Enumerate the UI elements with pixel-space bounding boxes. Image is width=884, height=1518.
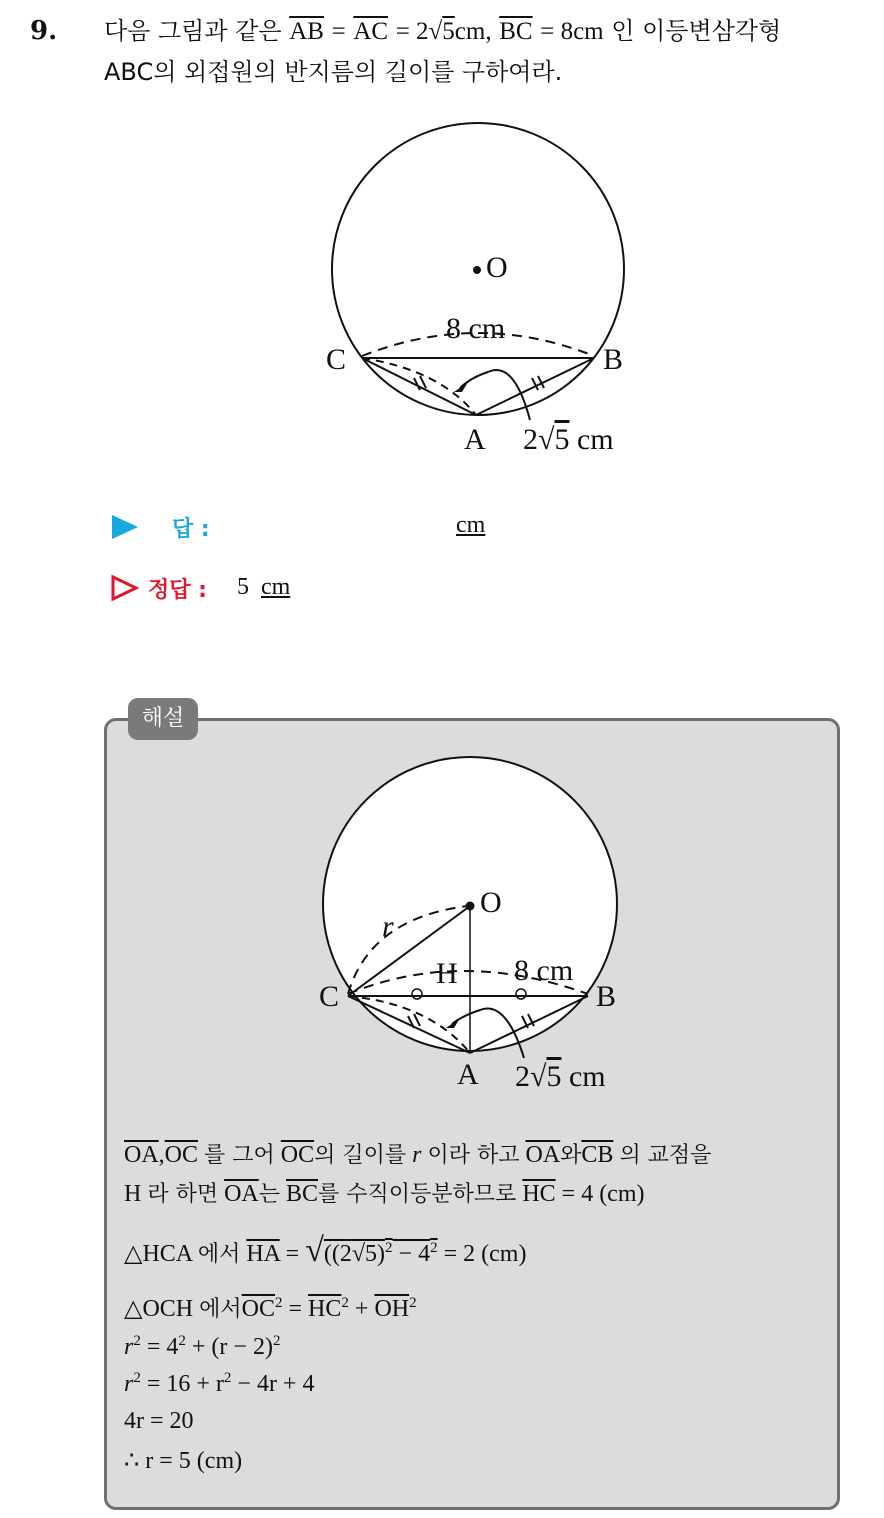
play-filled-icon <box>110 513 140 541</box>
label-b: B <box>603 343 624 376</box>
play-outline-icon <box>110 574 140 602</box>
sol-label-bc-length: 8 cm <box>514 954 574 987</box>
sol-label-b: B <box>596 980 617 1013</box>
solution-line-2: H 라 하면 $\overline{OA}$는 $\overline{BC}$를 수직이등분하므로 $\overline{HC} = 4$ (cm) <box>124 1181 645 1207</box>
solution-line-8: ∴ r = 5 (cm) <box>124 1448 243 1474</box>
label-o: O <box>486 251 508 284</box>
sqrt-arg: 5 <box>442 18 455 45</box>
correct-label: 정답 : <box>148 578 207 603</box>
solution-line-5: $r^2 = 4^2 + (r - 2)^2$ <box>124 1333 281 1360</box>
sol-label-side-length: 2√5 cm <box>515 1060 606 1093</box>
question-line-1: 다음 그림과 같은 $\overline{AB} = \overline{AC} = 2√5cm$, $\overline{BC} = 8cm$ 인 이등변삼각형 <box>104 17 782 45</box>
solution-tag: 해설 <box>128 698 198 740</box>
sol-label-r: r <box>382 910 394 943</box>
solution-line-4: △OCH 에서$\overline{OC}^2 = \overline{HC}^2 + \overline{OH}^2$ <box>124 1295 417 1322</box>
question-text-suffix: 인 이등변삼각형 <box>611 17 782 45</box>
side-ab <box>476 358 594 415</box>
solution-line-3: △HCA 에서 $\overline{HA} = √((2√5)^2 - 4^2 = 2$ (cm) <box>124 1232 527 1269</box>
sol-label-o: O <box>480 886 502 919</box>
equals-value: = 2 <box>395 18 429 45</box>
label-bc-length: 8 cm <box>446 312 506 345</box>
unit-cm: cm, <box>454 18 492 45</box>
segment-ac: $\overline{AC}$ <box>353 18 389 45</box>
bc-length: = 8cm <box>540 18 604 45</box>
figure-circle-triangle <box>300 120 660 470</box>
correct-value: 5 <box>237 574 249 600</box>
sol-label-c: C <box>319 980 340 1013</box>
solution-line-1: $\overline{OA},\overline{OC}$ 를 그어 $\overline{OC}$의 길이를 r 이라 하고 $\overline{OA}$와$\overline{CB}$ 의 교점을 <box>124 1142 712 1168</box>
sol-label-a: A <box>457 1058 479 1091</box>
solution-line-6: $r^2 = 16 + r^2 - 4r + 4$ <box>124 1370 315 1397</box>
center-point <box>473 266 481 274</box>
answer-label: 답 : <box>172 517 210 542</box>
label-side-length: 2√5 cm <box>523 423 614 456</box>
sol-label-h: H <box>436 957 458 990</box>
correct-unit: cm <box>261 574 291 600</box>
segment-ab: $\overline{AB}$ <box>289 18 324 45</box>
answer-blank-unit[interactable]: cm <box>456 512 486 538</box>
question-text: 다음 그림과 같은 <box>104 17 282 45</box>
tick-ca-2 <box>420 376 426 388</box>
segment-bc: $\overline{BC}$ <box>499 18 533 45</box>
solution-line-7: 4r = 20 <box>124 1408 194 1434</box>
label-c: C <box>326 343 347 376</box>
question-line-2: ABC의 외접원의 반지름의 길이를 구하여라. <box>104 58 563 86</box>
question-number: 9. <box>30 16 58 46</box>
label-a: A <box>464 423 486 456</box>
